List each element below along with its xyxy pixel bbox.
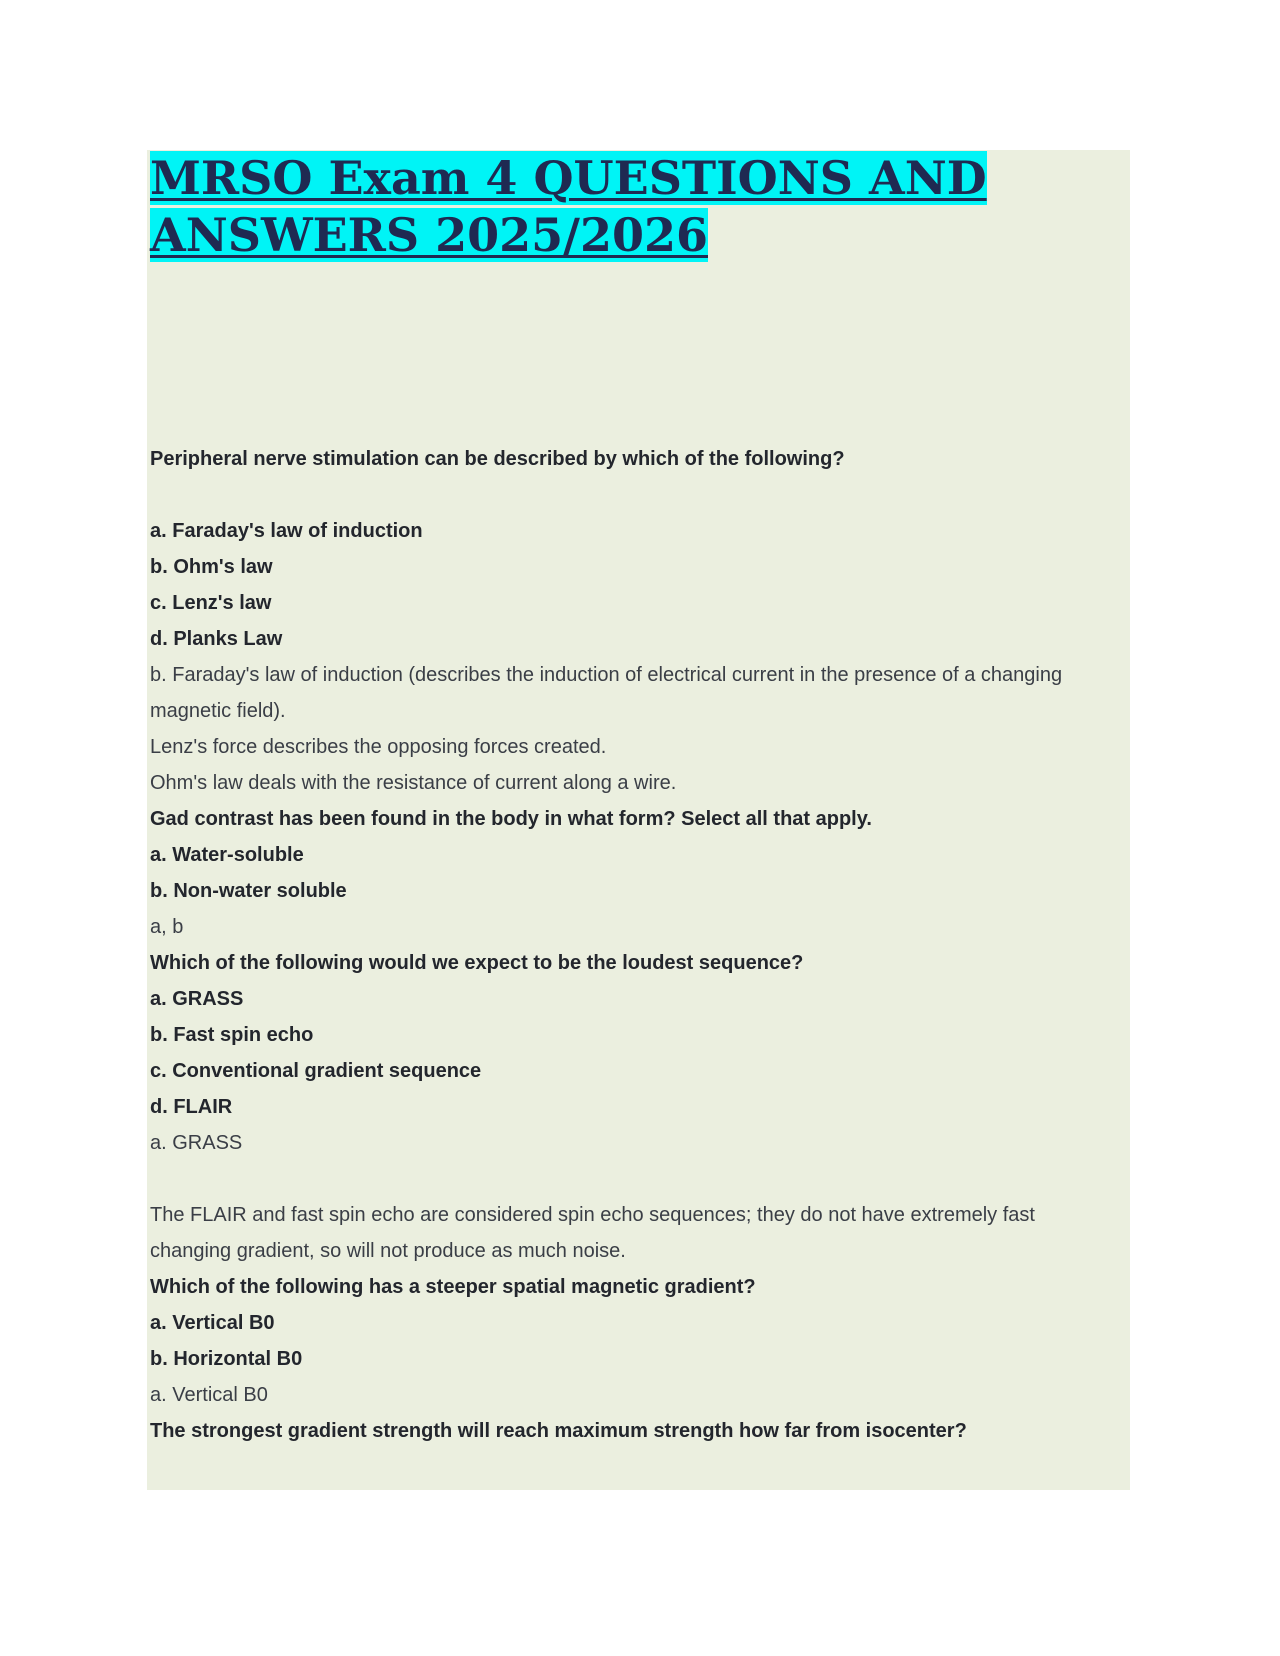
question-3-option-b: b. Fast spin echo — [150, 1024, 314, 1046]
question-2-answer: a, b — [150, 916, 184, 938]
question-1-explanation-1: Lenz's force describes the opposing forces created. — [150, 736, 607, 758]
question-2-option-a: a. Water-soluble — [150, 844, 304, 866]
spacer — [150, 477, 1110, 513]
document-title — [150, 150, 1110, 264]
question-3-explanation: The FLAIR and fast spin echo are considered spin echo sequences; they do not have extremely fast changing gradient, so will not produce as much noise. — [150, 1204, 1035, 1262]
question-4: Which of the following has a steeper spatial magnetic gradient? — [150, 1276, 756, 1298]
question-1-explanation-2: Ohm's law deals with the resistance of current along a wire. — [150, 772, 677, 794]
question-4-answer: a. Vertical B0 — [150, 1384, 268, 1406]
question-1-option-c: c. Lenz's law — [150, 592, 272, 614]
question-3-answer: a. GRASS — [150, 1132, 243, 1154]
question-1-option-a: a. Faraday's law of induction — [150, 520, 423, 542]
question-3: Which of the following would we expect to be the loudest sequence? — [150, 952, 804, 974]
spacer — [150, 1161, 1110, 1197]
question-4-option-a: a. Vertical B0 — [150, 1312, 275, 1334]
question-3-option-d: d. FLAIR — [150, 1096, 233, 1118]
document-title-text: MRSO Exam 4 QUESTIONS AND ANSWERS 2025/2026 — [150, 151, 987, 262]
question-3-option-a: a. GRASS — [150, 988, 244, 1010]
question-1-option-b: b. Ohm's law — [150, 556, 273, 578]
question-1-option-d: d. Planks Law — [150, 628, 283, 650]
question-1-answer: b. Faraday's law of induction (describes the induction of electrical current in the presence of a changing magnetic field). — [150, 664, 1063, 722]
question-1: Peripheral nerve stimulation can be described by which of the following? — [150, 448, 845, 470]
question-3-option-c: c. Conventional gradient sequence — [150, 1060, 482, 1082]
qa-content — [150, 441, 1110, 1449]
question-5: The strongest gradient strength will reach maximum strength how far from isocenter? — [150, 1420, 967, 1442]
question-4-option-b: b. Horizontal B0 — [150, 1348, 303, 1370]
question-2: Gad contrast has been found in the body in what form? Select all that apply. — [150, 808, 872, 830]
question-2-option-b: b. Non-water soluble — [150, 880, 347, 902]
